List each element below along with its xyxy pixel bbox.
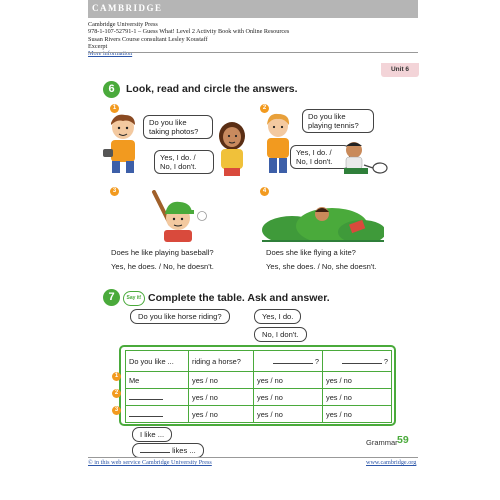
girl-illustration	[212, 122, 252, 176]
question-mark: ?	[383, 357, 388, 366]
page-number: 59	[397, 434, 409, 446]
website-link[interactable]: www.cambridge.org	[366, 459, 417, 466]
meta-line: 978-1-107-52791-1 – Guess What! Level 2 Activity Book with Online Resources	[88, 28, 290, 36]
boy-with-camera-illustration	[103, 113, 143, 175]
copyright-link[interactable]: © in this web service Cambridge University Press	[88, 459, 212, 466]
speech-bubble-yes: Yes, I do.	[254, 309, 301, 324]
answer-cell[interactable]: yes / no	[189, 372, 254, 389]
row-number: 2	[112, 389, 121, 398]
panel-number: 4	[260, 187, 269, 196]
exercise-title: Look, read and circle the answers.	[126, 83, 298, 95]
speech-bubble-answer	[154, 150, 214, 174]
answer-options: Yes, he does. / No, he doesn't.	[111, 262, 214, 271]
answer-line: Yes, I do. /	[296, 148, 332, 157]
name-cell[interactable]	[126, 406, 189, 423]
survey-table	[119, 345, 396, 426]
speech-bubble-question: Do you like playing tennis?	[302, 109, 374, 133]
panel-number: 3	[110, 187, 119, 196]
panel-number: 1	[110, 104, 119, 113]
question-caption: Does he like playing baseball?	[111, 248, 214, 257]
write-in-blank[interactable]	[129, 409, 163, 417]
header-divider	[88, 52, 418, 53]
exercise-title: Complete the table. Ask and answer.	[148, 292, 330, 304]
answer-cell[interactable]: yes / no	[254, 372, 323, 389]
row-number: 3	[112, 406, 121, 415]
speech-bubble-likes	[132, 443, 204, 458]
name-cell: Me	[126, 372, 189, 389]
table-row	[126, 389, 392, 406]
write-in-blank[interactable]	[273, 356, 313, 364]
answer-line: No, I don't.	[160, 162, 197, 171]
section-label: Grammar	[366, 438, 398, 447]
meta-line: Cambridge University Press	[88, 21, 158, 28]
name-cell[interactable]	[126, 389, 189, 406]
write-in-blank[interactable]	[342, 356, 382, 364]
speech-bubble-i-like: I like ...	[132, 427, 172, 442]
answer-line: Yes, I do. /	[160, 153, 196, 162]
girl-in-bushes-with-kite-illustration	[262, 196, 384, 242]
survey-grid	[125, 350, 392, 423]
likes-text: likes ...	[172, 446, 196, 455]
question-mark: ?	[314, 357, 319, 366]
answer-cell[interactable]: yes / no	[254, 389, 323, 406]
write-in-blank[interactable]	[140, 445, 170, 453]
answer-cell[interactable]: yes / no	[323, 389, 392, 406]
meta-line: Excerpt	[88, 42, 108, 50]
answer-cell[interactable]: yes / no	[189, 389, 254, 406]
header-blank-cell[interactable]	[254, 351, 323, 372]
panel-number: 2	[260, 104, 269, 113]
header-cell: riding a horse?	[189, 351, 254, 372]
answer-options: Yes, she does. / No, she doesn't.	[266, 262, 377, 271]
speaking-activity-icon: Say it!	[123, 291, 145, 306]
answer-cell[interactable]: yes / no	[254, 406, 323, 423]
answer-cell[interactable]: yes / no	[189, 406, 254, 423]
speech-bubble-no: No, I don't.	[254, 327, 307, 342]
speech-bubble-question: Do you like taking photos?	[143, 115, 213, 139]
question-caption: Does she like flying a kite?	[266, 248, 356, 257]
row-number: 1	[112, 372, 121, 381]
boy-with-baseball-bat-illustration	[150, 190, 210, 242]
header-blank-cell[interactable]	[323, 351, 392, 372]
answer-cell[interactable]: yes / no	[323, 406, 392, 423]
answer-cell[interactable]: yes / no	[323, 372, 392, 389]
header-cell: Do you like ...	[126, 351, 189, 372]
unit-tab: Unit 6	[381, 63, 419, 77]
meta-line: Susan Rivers Course consultant Lesley Koustaff	[88, 35, 208, 43]
publisher-logo: CAMBRIDGE	[92, 3, 163, 13]
exercise-number: 7	[103, 289, 120, 306]
footer-divider	[88, 457, 418, 458]
exercise-number: 6	[103, 81, 120, 98]
answer-line: No, I don't.	[296, 157, 333, 166]
write-in-blank[interactable]	[129, 392, 163, 400]
boy-with-tennis-racket-illustration	[340, 140, 390, 176]
table-row	[126, 406, 392, 423]
speech-bubble-question: Do you like horse riding?	[130, 309, 230, 324]
table-header-row	[126, 351, 392, 372]
more-information-link[interactable]: More information	[88, 50, 133, 58]
table-row	[126, 372, 392, 389]
